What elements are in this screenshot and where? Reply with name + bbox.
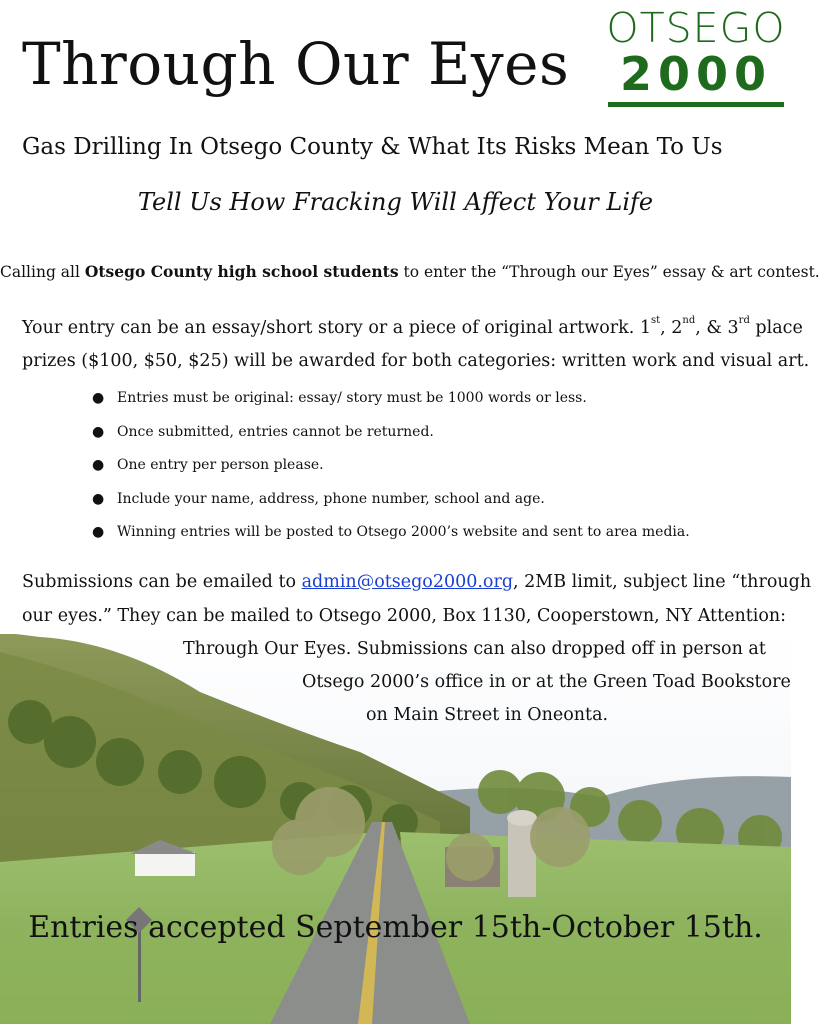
entry-text-1: Your entry can be an essay/short story or a piece of original artwork. 1 xyxy=(22,318,651,338)
submissions-pre: Submissions can be emailed to xyxy=(22,572,302,592)
entry-paragraph xyxy=(22,312,810,378)
intro-post: to enter the “Through our Eyes” essay & art contest. xyxy=(398,263,820,281)
intro-pre: Calling all xyxy=(0,263,85,281)
intro-paragraph xyxy=(0,262,820,281)
rules-list xyxy=(92,382,690,550)
submissions-line-1 xyxy=(22,572,811,592)
entry-text-2: , 2 xyxy=(660,318,683,338)
logo-underline xyxy=(608,102,784,107)
submissions-line-2: our eyes.” They can be mailed to Otsego 2000, Box 1130, Cooperstown, NY Attention: xyxy=(22,606,787,626)
list-item: ● Entries must be original: essay/ story must be 1000 words or less. xyxy=(92,382,690,416)
entry-text-4: place xyxy=(749,318,803,338)
page-title: Through Our Eyes xyxy=(22,30,570,98)
submissions-line-4: Otsego 2000’s office in or at the Green Toad Bookstore xyxy=(302,672,791,692)
entry-text-3: , & 3 xyxy=(695,318,739,338)
subtitle: Gas Drilling In Otsego County & What Its Risks Mean To Us xyxy=(22,134,723,160)
logo-line-otsego: OTSEGO xyxy=(606,4,786,52)
list-item: ● One entry per person please. xyxy=(92,449,690,483)
list-item: ● Winning entries will be posted to Otsego 2000’s website and sent to area media. xyxy=(92,516,690,550)
otsego-2000-logo xyxy=(606,6,786,108)
intro-bold: Otsego County high school students xyxy=(84,262,399,281)
submissions-line-3: Through Our Eyes. Submissions can also dropped off in person at xyxy=(183,639,766,659)
logo-line-2000: 2000 xyxy=(619,47,773,101)
submissions-post: , 2MB limit, subject line “through xyxy=(513,572,812,592)
sup-nd: nd xyxy=(682,315,696,326)
list-item: ● Include your name, address, phone number, school and age. xyxy=(92,483,690,517)
sup-st: st xyxy=(651,315,661,326)
sup-rd: rd xyxy=(738,315,750,326)
entry-line-2: prizes ($100, $50, $25) will be awarded for both categories: written work and visual art. xyxy=(22,351,810,371)
list-item: ● Once submitted, entries cannot be returned. xyxy=(92,416,690,450)
tagline: Tell Us How Fracking Will Affect Your Life xyxy=(137,188,654,216)
email-link[interactable]: admin@otsego2000.org xyxy=(301,572,514,592)
entry-dates: Entries accepted September 15th-October 15th. xyxy=(28,910,763,945)
submissions-line-5: on Main Street in Oneonta. xyxy=(366,705,609,725)
